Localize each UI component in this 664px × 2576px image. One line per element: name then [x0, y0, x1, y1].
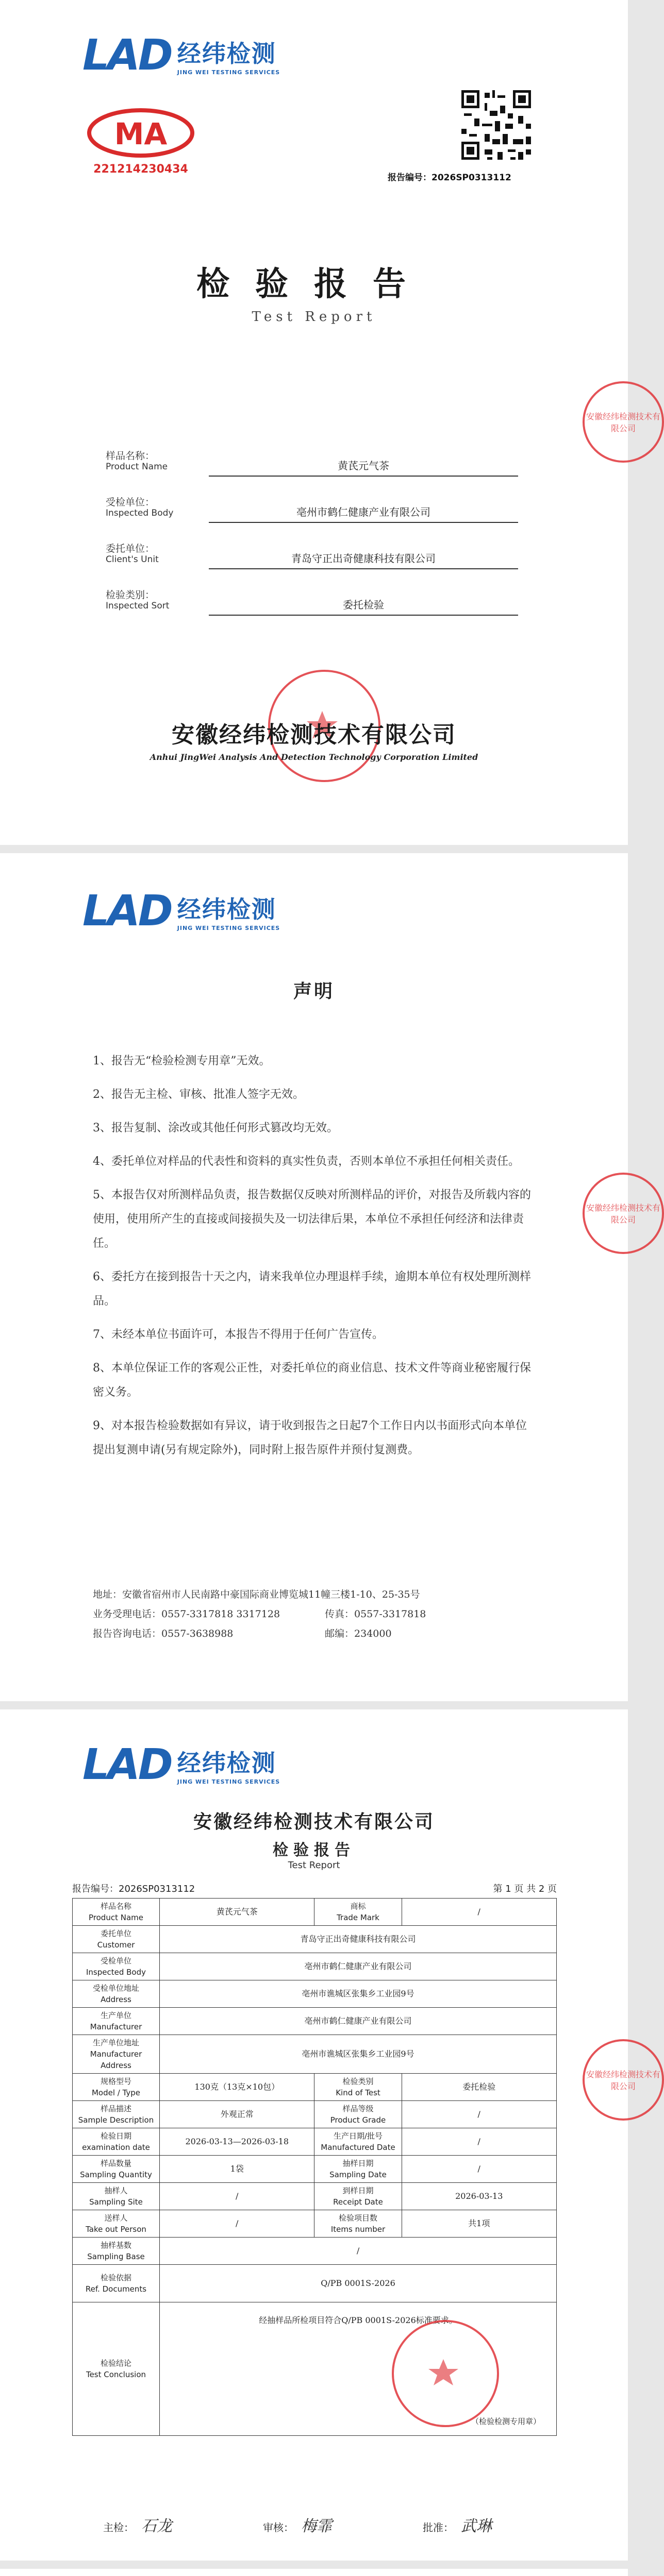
report-number-label: 报告编号：	[72, 1884, 119, 1894]
report-meta	[72, 1882, 557, 1895]
declaration-list	[93, 1049, 536, 1471]
table-value: /	[160, 2183, 314, 2210]
table-value: 亳州市谯城区张集乡工业园9号	[160, 1980, 557, 2008]
table-label: 抽样基数 Sampling Base	[73, 2238, 160, 2265]
cover-row-inspected	[106, 495, 518, 527]
table-label: 生产单位地址 Manufacturer Address	[73, 2035, 160, 2074]
table-label: 样品数量 Sampling Quantity	[73, 2156, 160, 2183]
side-stamp-text: 安徽经纬检测技术有限公司	[586, 1203, 660, 1225]
cover-title: 检验报告	[196, 265, 431, 303]
conclusion-text: 经抽样品所检项目符合Q/PB 0001S-2026标准要求。	[259, 2315, 457, 2325]
declaration-item: 5、本报告仅对所测样品负责，报告数据仅反映对所测样品的评价，对报告及所载内容的使用，使用所产生的直接或间接损失及一切法律后果，本单位不承担任何经济和法律责任。	[93, 1189, 531, 1250]
side-stamp	[583, 2039, 664, 2121]
table-value: 青岛守正出奇健康科技有限公司	[160, 1926, 557, 1953]
table-value: /	[402, 2156, 557, 2183]
inspected-label-en: Inspected Body	[106, 508, 174, 518]
cover-row-sort	[106, 587, 518, 619]
declaration-page	[0, 853, 660, 1701]
declaration-item: 9、对本报告检验数据如有异议，请于收到报告之日起7个工作日内以书面形式向本单位提出复测申请(另有规定除外)，同时附上报告原件并预付复测费。	[93, 1419, 527, 1456]
side-stamp-text: 安徽经纬检测技术有限公司	[586, 2070, 660, 2091]
cover-company-name: 安徽经纬检测技术有限公司	[172, 722, 456, 748]
company-logo	[82, 31, 280, 80]
inspection-seal	[392, 2320, 499, 2427]
side-stamp	[583, 381, 664, 463]
table-value: /	[402, 1899, 557, 1926]
table-row	[73, 2183, 557, 2210]
table-value: 130克（13克×10包）	[160, 2074, 314, 2101]
client-value: 青岛守正出奇健康科技有限公司	[209, 550, 518, 569]
cover-company-en: Anhui JingWei Analysis And Detection Technology Corporation Limited	[150, 752, 478, 762]
cover-page	[0, 0, 660, 845]
logo-en-name: JING WEI TESTING SERVICES	[177, 925, 280, 931]
logo-en-name: JING WEI TESTING SERVICES	[177, 1778, 280, 1785]
report-subtitle: Test Report	[288, 1860, 340, 1871]
logo-mark: LAD	[82, 31, 171, 80]
table-label: 检验项目数 Items number	[314, 2210, 402, 2238]
business-tel: 业务受理电话：0557-3317818 3317128	[93, 1608, 280, 1620]
table-value: 黄芪元气茶	[160, 1899, 314, 1926]
table-row	[73, 2128, 557, 2156]
declaration-item: 7、未经本单位书面许可，本报告不得用于任何广告宣传。	[93, 1328, 384, 1341]
sort-value: 委托检验	[209, 597, 518, 616]
page-indicator: 第 1 页 共 2 页	[493, 1884, 557, 1894]
table-label: 样品描述 Sample Description	[73, 2101, 160, 2128]
cma-number: 221214230434	[93, 163, 188, 176]
table-label: 送样人 Take out Person	[73, 2210, 160, 2238]
approve-signature: 武琳	[461, 2517, 492, 2535]
table-label: 检验结论 Test Conclusion	[73, 2302, 160, 2436]
side-stamp	[583, 1173, 664, 1254]
cma-letters: MA	[114, 116, 168, 151]
declaration-item: 6、委托方在接到报告十天之内，请来我单位办理退样手续，逾期本单位有权处理所测样品。	[93, 1270, 531, 1308]
report-page	[0, 1709, 660, 2561]
signature-row	[103, 2513, 546, 2536]
approve-label: 批准：	[423, 2521, 454, 2534]
table-row	[73, 2074, 557, 2101]
table-value: 2026-03-13—2026-03-18	[160, 2128, 314, 2156]
declaration-item: 1、报告无“检验检测专用章”无效。	[93, 1055, 271, 1067]
logo-cn-name: 经纬检测	[177, 40, 276, 67]
declaration-item: 4、委托单位对样品的代表性和资料的真实性负责，否则本单位不承担任何相关责任。	[93, 1155, 520, 1168]
cover-subtitle: Test Report	[252, 309, 376, 325]
table-row	[73, 2238, 557, 2265]
table-row	[73, 1926, 557, 1953]
table-label: 检验类别 Kind of Test	[314, 2074, 402, 2101]
product-value: 黄芪元气茶	[209, 457, 518, 477]
review-label: 审核：	[263, 2521, 294, 2534]
report-number-label: 报告编号：	[388, 173, 431, 183]
table-value: /	[402, 2128, 557, 2156]
table-label: 抽样人 Sampling Site	[73, 2183, 160, 2210]
client-label-en: Client's Unit	[106, 554, 159, 565]
table-row	[73, 2035, 557, 2074]
fax: 传真：0557-3317818	[325, 1608, 426, 1620]
declaration-footer	[93, 1585, 536, 1643]
table-label: 委托单位 Customer	[73, 1926, 160, 1953]
declaration-item: 3、报告复制、涂改或其他任何形式篡改均无效。	[93, 1122, 338, 1134]
logo-cn-name: 经纬检测	[177, 895, 276, 923]
side-stamp-text: 安徽经纬检测技术有限公司	[586, 412, 660, 433]
postcode: 邮编：234000	[325, 1628, 392, 1639]
client-label-cn: 委托单位：	[106, 543, 155, 554]
table-value: /	[160, 2210, 314, 2238]
appendix-page	[0, 2569, 628, 2576]
table-value: 亳州市谯城区张集乡工业园9号	[160, 2035, 557, 2074]
table-label: 受检单位 Inspected Body	[73, 1953, 160, 1980]
report-title: 检验报告	[273, 1841, 355, 1859]
complaint-tel: 报告咨询电话：0557-3638988	[93, 1628, 234, 1639]
table-row	[73, 2156, 557, 2183]
qr-code-icon	[459, 88, 534, 162]
inspected-value: 亳州市鹤仁健康产业有限公司	[209, 504, 518, 523]
table-value: /	[160, 2238, 557, 2265]
logo-mark: LAD	[82, 1740, 171, 1789]
sort-label-en: Inspected Sort	[106, 601, 170, 611]
table-value: 亳州市鹤仁健康产业有限公司	[160, 2008, 557, 2035]
table-row	[73, 1980, 557, 2008]
table-value: 共1项	[402, 2210, 557, 2238]
chief-signature: 石龙	[141, 2517, 172, 2535]
product-label-cn: 样品名称：	[106, 450, 155, 462]
declaration-item: 2、报告无主检、审核、批准人签字无效。	[93, 1088, 304, 1101]
seal-star-icon	[392, 2320, 495, 2423]
table-label: 规格型号 Model / Type	[73, 2074, 160, 2101]
table-value: 外观正常	[160, 2101, 314, 2128]
logo-cn-name: 经纬检测	[177, 1749, 276, 1777]
cma-mark	[81, 108, 200, 180]
table-label: 到样日期 Receipt Date	[314, 2183, 402, 2210]
table-value: 2026-03-13	[402, 2183, 557, 2210]
report-company: 安徽经纬检测技术有限公司	[193, 1811, 435, 1833]
company-logo	[82, 887, 280, 936]
table-label: 检验依据 Ref. Documents	[73, 2265, 160, 2302]
table-value: 亳州市鹤仁健康产业有限公司	[160, 1953, 557, 1980]
cover-row-client	[106, 541, 518, 573]
inspected-label-cn: 受检单位：	[106, 497, 155, 508]
company-address: 地址：安徽省宿州市人民南路中豪国际商业博览城11幢三楼1-10、25-35号	[93, 1589, 420, 1600]
table-value: Q/PB 0001S-2026	[160, 2265, 557, 2302]
seal-note: （检验检测专用章）	[471, 2417, 541, 2426]
report-number-value: 2026SP0313112	[119, 1884, 195, 1894]
declaration-title: 声明	[293, 980, 335, 1002]
table-label: 受检单位地址 Address	[73, 1980, 160, 2008]
report-number	[388, 170, 511, 183]
table-label: 检验日期 examination date	[73, 2128, 160, 2156]
table-value: 1袋	[160, 2156, 314, 2183]
logo-en-name: JING WEI TESTING SERVICES	[177, 69, 280, 76]
report-number-value: 2026SP0313112	[431, 173, 511, 183]
table-label: 生产单位 Manufacturer	[73, 2008, 160, 2035]
table-label: 生产日期/批号 Manufactured Date	[314, 2128, 402, 2156]
table-row	[73, 1899, 557, 1926]
table-row	[73, 2008, 557, 2035]
table-label: 商标 Trade Mark	[314, 1899, 402, 1926]
table-label: 样品名称 Product Name	[73, 1899, 160, 1926]
table-label: 抽样日期 Sampling Date	[314, 2156, 402, 2183]
cover-row-product	[106, 448, 518, 480]
table-value: /	[402, 2101, 557, 2128]
chief-label: 主检：	[103, 2521, 134, 2534]
logo-mark: LAD	[82, 887, 171, 936]
table-row	[73, 2101, 557, 2128]
company-logo	[82, 1740, 280, 1789]
table-row	[73, 2265, 557, 2302]
table-row	[73, 1953, 557, 1980]
declaration-item: 8、本单位保证工作的客观公正性，对委托单位的商业信息、技术文件等商业秘密履行保密义务。	[93, 1362, 531, 1399]
table-label: 样品等级 Product Grade	[314, 2101, 402, 2128]
product-label-en: Product Name	[106, 462, 168, 472]
table-value: 委托检验	[402, 2074, 557, 2101]
table-row	[73, 2210, 557, 2238]
sort-label-cn: 检验类别：	[106, 589, 155, 601]
review-signature: 梅霏	[301, 2517, 332, 2535]
